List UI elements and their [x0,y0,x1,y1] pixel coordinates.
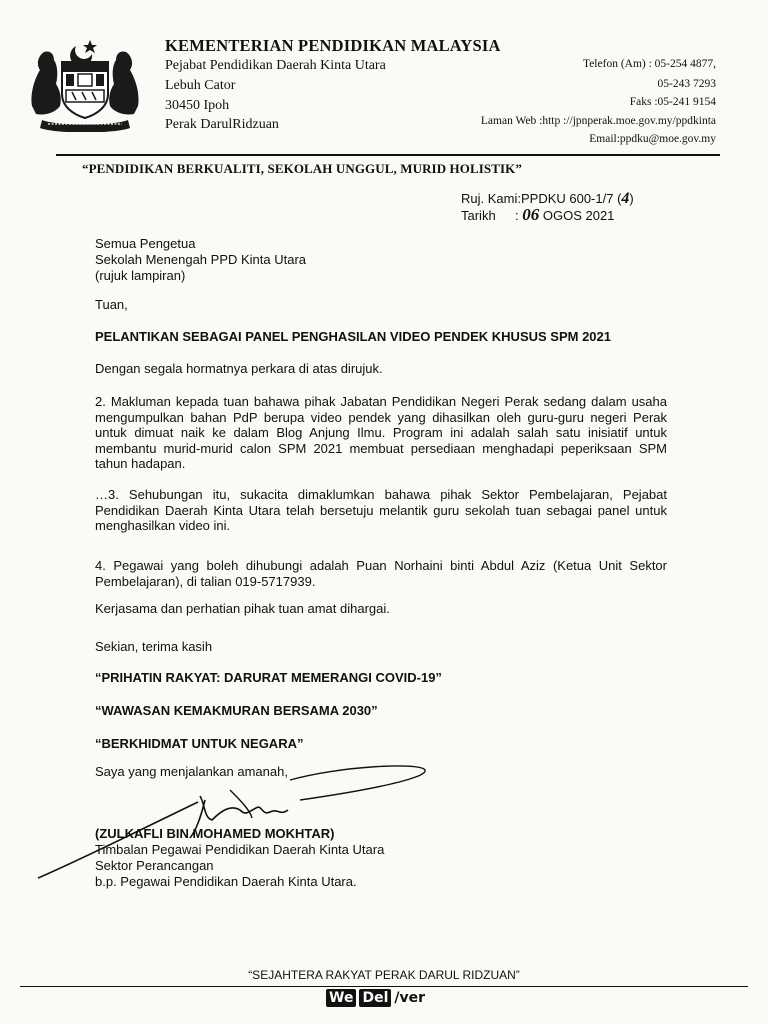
trust-line: Saya yang menjalankan amanah, [95,764,288,779]
contact-email: Email:ppdku@moe.gov.my [589,133,716,145]
date-line [461,205,614,225]
header-motto: “PENDIDIKAN BERKUALITI, SEKOLAH UNGGUL, MURID HOLISTIK” [82,161,522,176]
paragraph-4: 4. Pegawai yang boleh dihubungi adalah Puan Norhaini binti Abdul Aziz (Ketua Unit Sektor Pembelajaran), di talian 019-5717939. [95,558,667,589]
footer-rule [20,986,748,987]
contact-phone-2: 05-243 7293 [657,78,716,90]
address-line-1: Pejabat Pendidikan Daerah Kinta Utara [165,58,386,73]
ref-handwritten-number: 4 [621,190,630,207]
recipient-line-3: (rujuk lampiran) [95,268,186,283]
header-rule [56,154,720,156]
logo-del: Del [359,989,391,1007]
slogan-wawasan: “WAWASAN KEMAKMURAN BERSAMA 2030” [95,703,378,718]
recipient-line-2: Sekolah Menengah PPD Kinta Utara [95,252,307,267]
date-rest: OGOS 2021 [542,208,615,223]
paragraph-2: 2. Makluman kepada tuan bahawa pihak Jabatan Pendidikan Negeri Perak sedang dalam usaha mengumpulkan bahan PdP berupa video pendek yang dihasilkan oleh guru-guru negeri Perak untuk dimuat naik ke dalam Blog Anjung Ilmu. Program ini adalah salah satu inisiatif untuk membantu murid-murid calon SPM 2021 membuat persediaan menghadapi peperiksaan SPM tahun hadapan. [95,394,667,471]
closing-thanks: Kerjasama dan perhatian pihak tuan amat dihargai. [95,601,390,616]
recipient-line-1: Semua Pengetua [95,236,196,251]
date-colon: : [515,208,519,223]
we-deliver-logo [326,988,425,1008]
date-handwritten-day: 06 [522,205,540,224]
ref-close: ) [629,191,634,206]
signatory-title-2: Sektor Perancangan [95,858,214,873]
slogan-berkhidmat: “BERKHIDMAT UNTUK NEGARA” [95,736,304,751]
ministry-name: KEMENTERIAN PENDIDIKAN MALAYSIA [165,36,501,55]
address-line-2: Lebuh Cator [165,78,236,93]
logo-we: We [326,989,356,1007]
contact-fax: Faks :05-241 9154 [629,96,716,108]
contact-website: Laman Web :http ://jpnperak.moe.gov.my/ppdkinta [480,115,716,127]
opening-line: Dengan segala hormatnya perkara di atas dirujuk. [95,361,383,376]
slogan-covid: “PRIHATIN RAKYAT: DARURAT MEMERANGI COVID-19” [95,670,442,685]
logo-ver: /ver [394,990,426,1006]
signatory-title-1: Timbalan Pegawai Pendidikan Daerah Kinta Utara [95,842,385,857]
footer-motto: “SEJAHTERA RAKYAT PERAK DARUL RIDZUAN” [248,968,520,982]
address-line-4: Perak DarulRidzuan [165,117,279,132]
ref-value: :PPDKU 600-1/7 ( [517,191,622,206]
subject-line: PELANTIKAN SEBAGAI PANEL PENGHASILAN VIDEO PENDEK KHUSUS SPM 2021 [95,329,611,344]
salutation: Tuan, [95,297,128,312]
ref-label: Ruj. Kami [461,191,518,206]
sign-off: Sekian, terima kasih [95,639,213,654]
contact-phone: Telefon (Am) : 05-254 4877, [582,58,716,70]
date-label: Tarikh [461,208,496,223]
coat-of-arms-icon [26,36,144,132]
paragraph-3: …3. Sehubungan itu, sukacita dimaklumkan bahawa pihak Sektor Pembelajaran, Pejabat Pendidikan Daerah Kinta Utara telah bersetuju melantik guru sekolah tuan sebagai panel untuk menghasilkan video ini. [95,487,667,533]
signatory-title-3: b.p. Pegawai Pendidikan Daerah Kinta Utara. [95,874,357,889]
signatory-name: (ZULKAFLI BIN MOHAMED MOKHTAR) [95,826,335,841]
address-line-3: 30450 Ipoh [165,98,230,113]
